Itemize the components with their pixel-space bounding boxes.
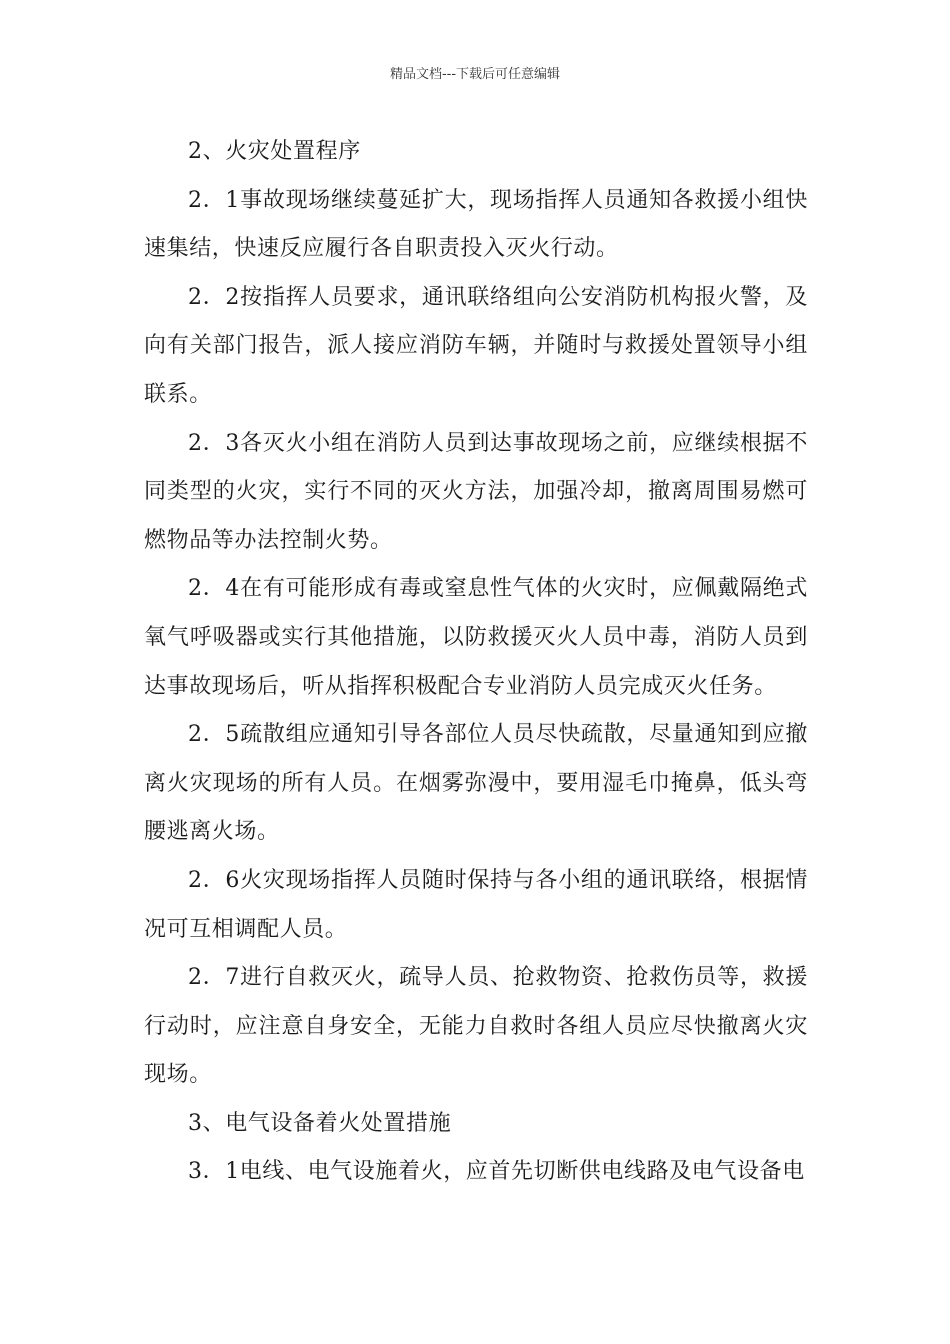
paragraph-3-1: 3．1电线、电气设施着火，应首先切断供电线路及电气设备电 [188,1159,805,1185]
paragraph-2-2: 2．2按指挥人员要求，通讯联络组向公安消防机构报火警，及向有关部门报告，派人接应消防车辆，并随时与救援处置领导小组联系。 [144,284,808,407]
page-header: 精品文档---下载后可任意编辑 [389,67,561,82]
paragraph-2-1: 2．1事故现场继续蔓延扩大，现场指挥人员通知各救援小组快速集结，快速反应履行各自职责投入灭火行动。 [144,187,808,262]
paragraph-2-4: 2．4在有可能形成有毒或窒息性气体的火灾时，应佩戴隔绝式氧气呼吸器或实行其他措施，以防救援灭火人员中毒，消防人员到达事故现场后，听从指挥积极配合专业消防人员完成灭火任务。 [144,576,808,699]
paragraph-2-7: 2．7进行自救灭火，疏导人员、抢救物资、抢救伤员等，救援行动时，应注意自身安全，无能力自救时各组人员应尽快撤离火灾现场。 [144,965,808,1088]
section-heading-fire-procedure: 2、火灾处置程序 [188,139,361,164]
section-heading-electrical-fire: 3、电气设备着火处置措施 [188,1110,452,1136]
paragraph-2-3: 2．3各灭火小组在消防人员到达事故现场之前，应继续根据不同类型的火灾，实行不同的灭火方法，加强冷却，撤离周围易燃可燃物品等办法控制火势。 [144,430,808,553]
document-body [144,128,808,1197]
paragraph-2-6: 2．6火灾现场指挥人员随时保持与各小组的通讯联络，根据情况可互相调配人员。 [144,867,808,942]
paragraph-2-5: 2．5疏散组应通知引导各部位人员尽快疏散，尽量通知到应撤离火灾现场的所有人员。在烟雾弥漫中，要用湿毛巾掩鼻，低头弯腰逃离火场。 [144,722,808,845]
